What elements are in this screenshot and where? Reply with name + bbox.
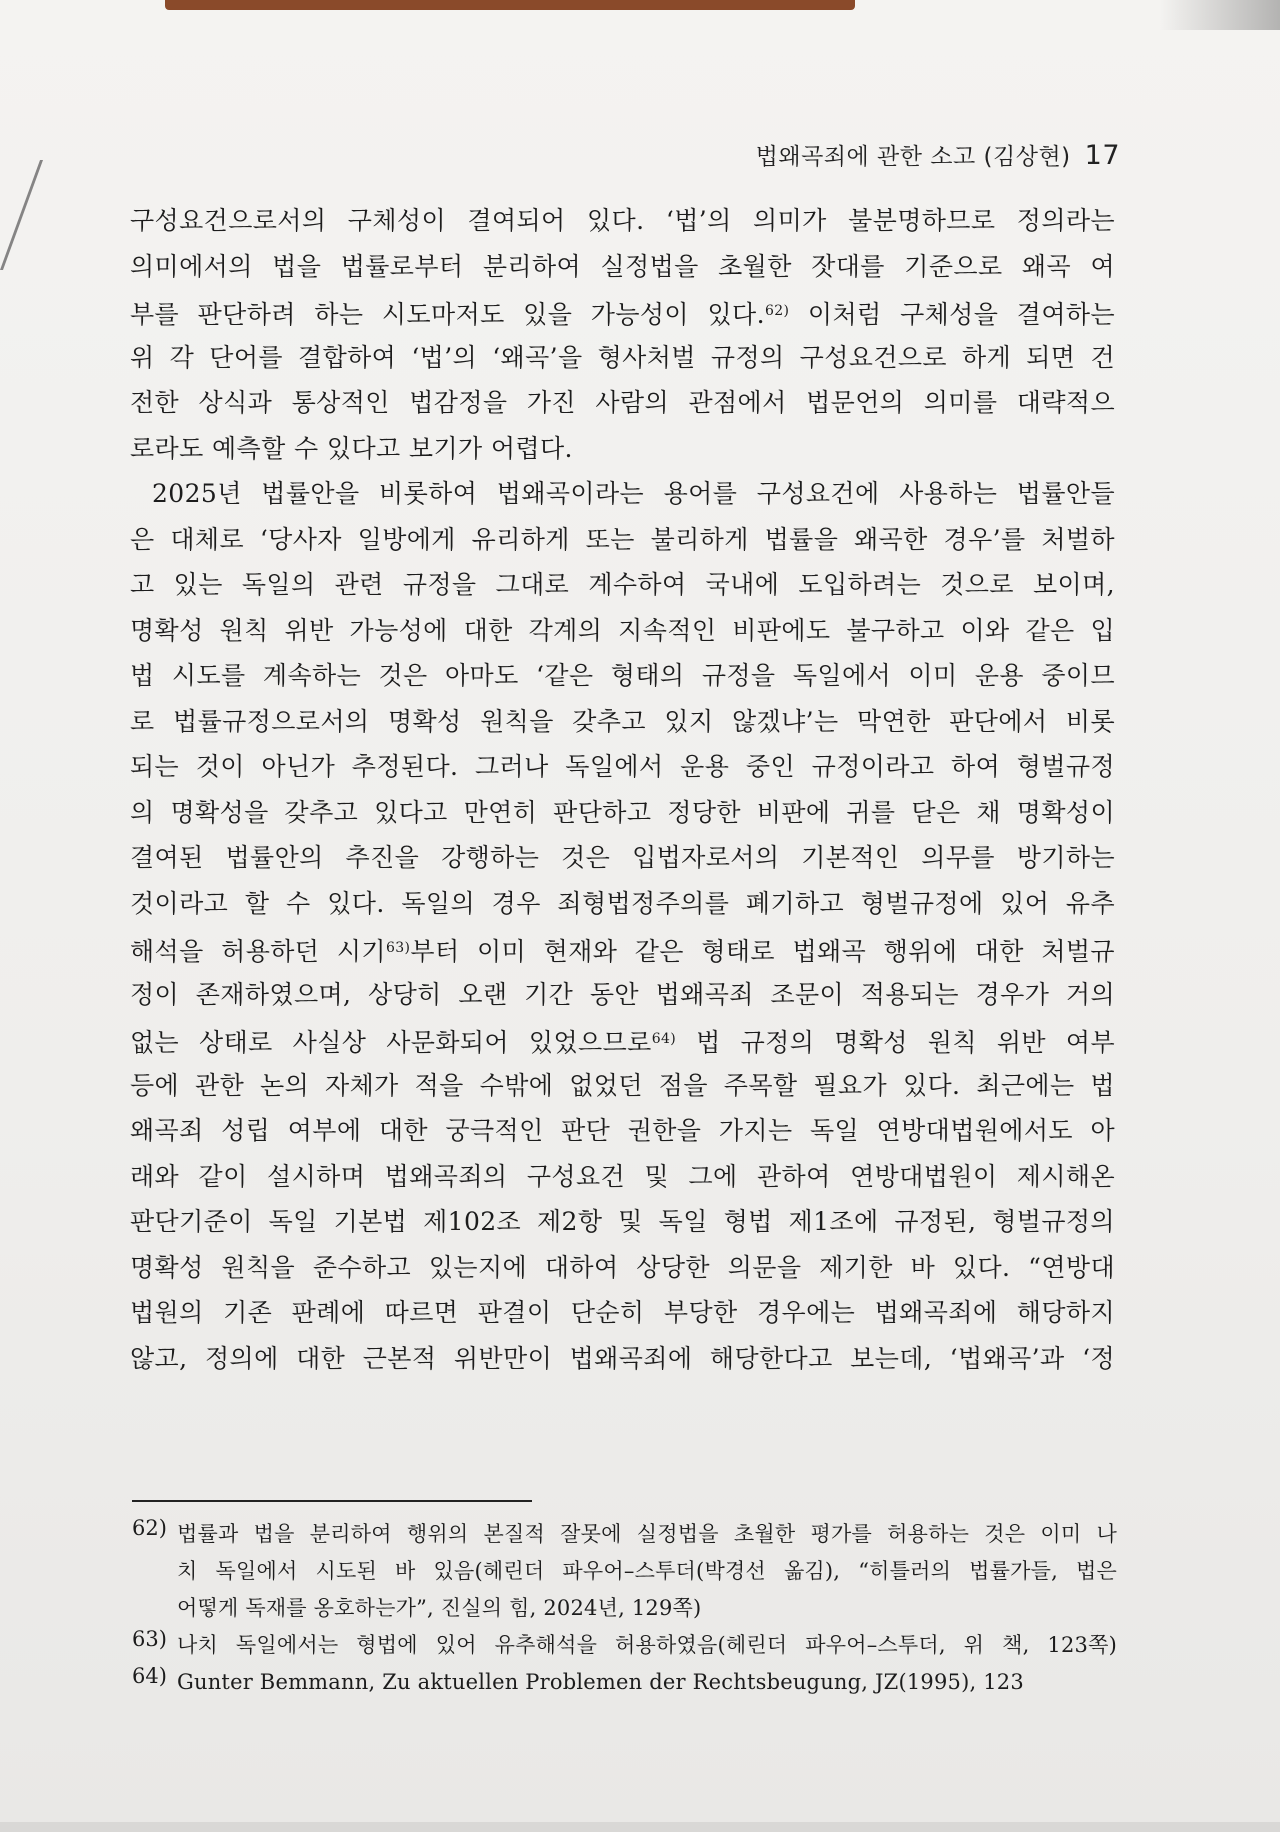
text-line: 고 있는 독일의 관련 규정을 그대로 계수하여 국내에 도입하려는 것으로 보이며, bbox=[130, 570, 1115, 599]
footnote-number: 63) bbox=[132, 1627, 167, 1651]
text-line: 구성요건으로서의 구체성이 결여되어 있다. ‘법’의 의미가 불분명하므로 정의라는 bbox=[130, 206, 1115, 235]
body-text bbox=[130, 198, 1115, 1381]
text-line: 의 명확성을 갖추고 있다고 만연히 판단하고 정당한 비판에 귀를 닫은 채 명확성이 bbox=[130, 797, 1115, 827]
footnote-ref[interactable]: 64) bbox=[651, 1031, 677, 1047]
text-line bbox=[130, 1017, 1115, 1063]
top-edge-tab bbox=[165, 0, 855, 10]
text-line: 로 법률규정으로서의 명확성 원칙을 갖추고 있지 않겠냐’는 막연한 판단에서 비롯 bbox=[130, 706, 1115, 736]
text-line: 전한 상식과 통상적인 법감정을 가진 사람의 관점에서 법문언의 의미를 대략적으 bbox=[130, 388, 1115, 417]
footnote-62 bbox=[132, 1516, 1117, 1627]
footnote-line: 나치 독일에서는 형법에 있어 유추해석을 허용하였음(헤린더 파우어–스투더, 위 책, 123쪽) bbox=[177, 1633, 1117, 1657]
text-line: 2025년 법률안을 비롯하여 법왜곡이라는 용어를 구성요건에 사용하는 법률안들 bbox=[152, 479, 1115, 508]
footnote-ref[interactable]: 63) bbox=[385, 940, 411, 956]
text-span: 해석을 허용하던 시기 bbox=[130, 937, 386, 966]
text-line bbox=[130, 926, 1115, 972]
text-line: 왜곡죄 성립 여부에 대한 궁극적인 판단 권한을 가지는 독일 연방대법원에서도 아 bbox=[130, 1116, 1115, 1145]
footnote-divider bbox=[132, 1500, 532, 1502]
footnote-line: 법률과 법을 분리하여 행위의 본질적 잘못에 실정법을 초월한 평가를 허용하는 것은 이미 나 bbox=[177, 1522, 1117, 1546]
header-title: 법왜곡죄에 관한 소고 (김상현) bbox=[755, 144, 1071, 170]
text-line: 판단기준이 독일 기본법 제102조 제2항 및 독일 형법 제1조에 규정된, 형벌규정의 bbox=[130, 1207, 1115, 1236]
text-line: 법 시도를 계속하는 것은 아마도 ‘같은 형태의 규정을 독일에서 이미 운용 중이므 bbox=[130, 661, 1115, 690]
text-line: 등에 관한 논의 자체가 적을 수밖에 없었던 점을 주목할 필요가 있다. 최근에는 법 bbox=[130, 1070, 1115, 1100]
margin-mark bbox=[0, 160, 83, 270]
footnote-line: 어떻게 독재를 옹호하는가”, 진실의 힘, 2024년, 129쪽) bbox=[177, 1596, 702, 1620]
footnote-line: 치 독일에서 시도된 바 있음(헤린더 파우어–스투더(박경선 옮김), “히틀러의 법률가들, 법은 bbox=[177, 1559, 1117, 1583]
text-line: 않고, 정의에 대한 근본적 위반만이 법왜곡죄에 해당한다고 보는데, ‘법왜곡’과 ‘정 bbox=[130, 1343, 1115, 1373]
footnote-line: Gunter Bemmann, Zu aktuellen Problemen der Rechtsbeugung, JZ(1995), 123 bbox=[177, 1670, 1024, 1694]
text-line: 되는 것이 아닌가 추정된다. 그러나 독일에서 운용 중인 규정이라고 하여 형벌규정 bbox=[130, 752, 1115, 781]
page-number: 17 bbox=[1084, 140, 1120, 171]
text-line: 은 대체로 ‘당사자 일방에게 유리하게 또는 불리하게 법률을 왜곡한 경우’를 처벌하 bbox=[130, 524, 1115, 554]
footnote-63 bbox=[132, 1627, 1117, 1664]
text-span: 부를 판단하려 하는 시도마저도 있을 가능성이 있다. bbox=[130, 300, 765, 329]
text-line: 의미에서의 법을 법률로부터 분리하여 실정법을 초월한 잣대를 기준으로 왜곡 여 bbox=[130, 251, 1115, 281]
text-line: 법원의 기존 판례에 따르면 판결이 단순히 부당한 경우에는 법왜곡죄에 해당하지 bbox=[130, 1298, 1115, 1327]
text-line: 위 각 단어를 결합하여 ‘법’의 ‘왜곡’을 형사처벌 규정의 구성요건으로 하게 되면 건 bbox=[130, 342, 1115, 372]
text-line: 명확성 원칙을 준수하고 있는지에 대하여 상당한 의문을 제기한 바 있다. “연방대 bbox=[130, 1252, 1115, 1282]
text-line: 결여된 법률안의 추진을 강행하는 것은 입법자로서의 기본적인 의무를 방기하는 bbox=[130, 843, 1115, 872]
text-line bbox=[130, 289, 1115, 335]
footnote-64 bbox=[132, 1664, 1117, 1701]
text-line: 로라도 예측할 수 있다고 보기가 어렵다. bbox=[130, 433, 573, 463]
text-line: 명확성 원칙 위반 가능성에 대한 각계의 지속적인 비판에도 불구하고 이와 같은 입 bbox=[130, 615, 1115, 645]
text-span: 부터 이미 현재와 같은 형태로 법왜곡 행위에 대한 처벌규 bbox=[410, 937, 1115, 966]
text-line: 정이 존재하였으며, 상당히 오랜 기간 동안 법왜곡죄 조문이 적용되는 경우가 거의 bbox=[130, 979, 1115, 1009]
text-span: 이처럼 구체성을 결여하는 bbox=[789, 300, 1115, 329]
bottom-edge bbox=[0, 1822, 1280, 1832]
footnote-number: 62) bbox=[132, 1516, 167, 1540]
corner-shadow bbox=[1160, 0, 1280, 30]
running-header bbox=[756, 138, 1120, 171]
footnote-number: 64) bbox=[132, 1664, 167, 1688]
text-line: 것이라고 할 수 있다. 독일의 경우 죄형법정주의를 폐기하고 형벌규정에 있어 유추 bbox=[130, 888, 1115, 918]
text-line: 래와 같이 설시하며 법왜곡죄의 구성요건 및 그에 관하여 연방대법원이 제시해온 bbox=[130, 1161, 1115, 1191]
footnotes bbox=[132, 1516, 1117, 1701]
footnote-ref[interactable]: 62) bbox=[764, 303, 790, 319]
text-span: 없는 상태로 사실상 사문화되어 있었으므로 bbox=[130, 1028, 652, 1057]
text-span: 법 규정의 명확성 원칙 위반 여부 bbox=[676, 1028, 1115, 1057]
